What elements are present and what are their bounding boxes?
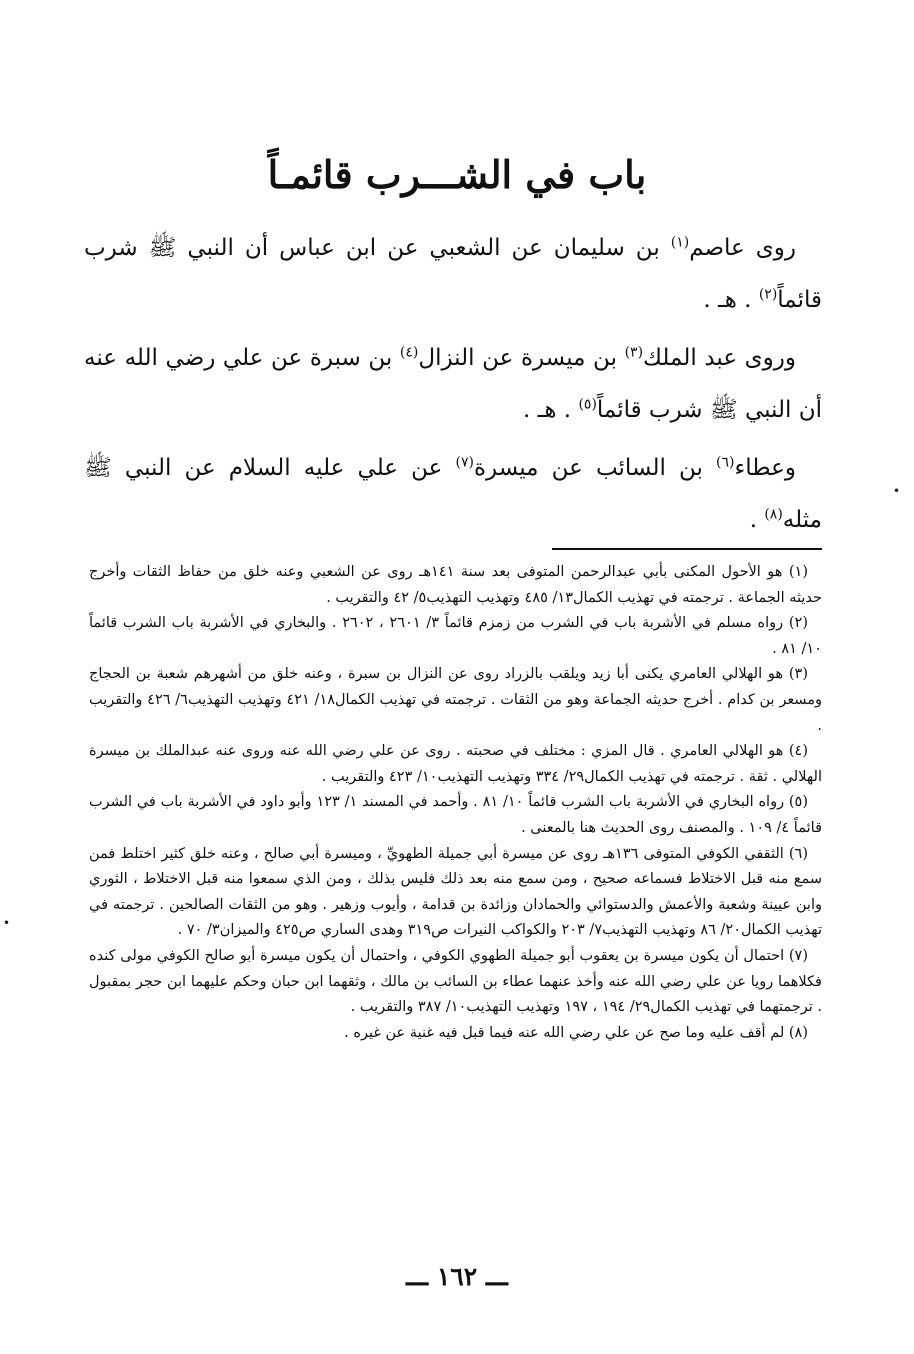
main-paragraph — [84, 332, 822, 436]
main-text — [84, 222, 822, 552]
paragraph-text: بن سبرة عن علي رضي الله عنه أن النبي ﷺ شرب قائماً — [84, 345, 822, 423]
paragraph-text: . — [749, 507, 765, 533]
footnote: (١) هو الأحول المكنى بأبي عبدالرحمن المتوفى بعد سنة ١٤١هـ روى عن الشعبي وعنه خلق من حفاظ الثقات وأخرج حديثه الجماعة . ترجمته في تهذيب الكمال١٣/ ٤٨٥ وتهذيب التهذيب٥/ ٤٢ والتقريب . — [89, 564, 822, 606]
footnote: (٢) رواه مسلم في الأشربة باب في الشرب من زمزم قائماً ٣/ ٢٦٠١ ، ٢٦٠٢ . والبخاري في الأشربة باب الشرب قائماً ١٠/ ٨١ . — [89, 615, 822, 657]
footnote: (٤) هو الهلالي العامري . قال المزي : مختلف في صحبته . روى عن علي رضي الله عنه وروى عنه عبدالملك بن ميسرة الهلالي . ثقة . ترجمته في تهذيب الكمال٢٩/ ٣٣٤ وتهذيب التهذيب١٠/ ٤٢٣ والتقريب . — [89, 743, 822, 785]
footnote-ref: (٥) — [578, 396, 597, 413]
footnote: (٦) الثقفي الكوفي المتوفى ١٣٦هـ روى عن ميسرة أبي جميلة الطهويِّ ، وميسرة أبي صالح ، وعنه خلق كثير اختلط فمن سمع منه قبل الاختلاط فسماعه صحيح ، ومن سمع منه بعد ذلك فليس بذلك ، ومن الذي سمعوا منه قبل الاختلاط ، الثوري وابن عيينة وشعبة والأعمش والدستوائي والحمادان وزائدة بن قدامة ، وأيوب وزهير . وهو من الثقات الصالحين . ترجمته في تهذيب الكمال٢٠/ ٨٦ وتهذيب التهذيب٧/ ٢٠٣ والكواكب النيرات ص٣١٩ وهدى الساري ص٤٢٥ والميزان٣/ ٧٠ . — [89, 845, 822, 939]
paragraph-text: بن ميسرة عن النزال — [418, 345, 625, 371]
footnote: (٣) هو الهلالي العامري يكنى أبا زيد ويلقب بالزراد روى عن النزال بن سبرة ، وعنه خلق من أشهرهم شعبة بن الحجاج ومسعر بن كدام . أخرج حديثه الجماعة وهو من الثقات . ترجمته في تهذيب الكمال١٨/ ٤٢١ وتهذيب التهذيب٦/ ٤٢٦ والتقريب . — [89, 666, 823, 734]
paragraph-text: . هـ . — [523, 397, 579, 423]
paragraph-text: وعطاء — [734, 455, 796, 481]
footnote: (٨) لم أقف عليه وما صح عن علي رضي الله عنه فيما قبل فيه غنية عن غيره . — [344, 1024, 808, 1041]
footnote-divider — [552, 548, 822, 550]
footnote: (٧) احتمال أن يكون ميسرة بن يعقوب أبو جميلة الطهوي الكوفي ، واحتمال أن يكون ميسرة أبو صالح الكوفي مولى كنده فكلاهما رويا عن علي رضي الله عنه وأخذ عنهما عطاء بن السائب بن مالك ، وثقهما ابن حبان وحكم عليهما ابن حجر بمقبول . ترجمتهما في تهذيب الكمال٢٩/ ١٩٤ ، ١٩٧ وتهذيب التهذيب١٠/ ٣٨٧ والتقريب . — [89, 947, 822, 1016]
paragraph-text: روى عاصم — [689, 235, 796, 261]
paragraph-text: بن سليمان عن الشعبي عن ابن عباس أن النبي ﷺ شرب قائماً — [84, 235, 822, 313]
footnote-ref: (٨) — [764, 506, 783, 523]
page-number: ـــ ١٦٢ ـــ — [406, 1262, 508, 1291]
scan-mark-dot: • — [3, 916, 11, 930]
footnote-ref: (٣) — [624, 344, 644, 361]
main-paragraph — [84, 442, 822, 546]
main-paragraph — [84, 222, 822, 326]
paragraph-text: وروى عبد الملك — [643, 345, 796, 371]
paragraph-text: بن السائب عن ميسرة — [473, 455, 716, 481]
footnote-ref: (٦) — [716, 454, 735, 471]
paragraph-text: . هـ . — [703, 287, 759, 313]
scan-mark-dot: • — [893, 484, 901, 498]
footnote-ref: (٢) — [758, 286, 778, 303]
footnote-ref: (٧) — [455, 454, 474, 471]
page-title: باب في الشـــرب قائمـاً — [267, 152, 647, 197]
footnotes — [89, 560, 822, 1046]
footnote-ref: (١) — [670, 234, 690, 251]
paragraph-text: عن علي عليه السلام عن النبي ﷺ مثله — [84, 455, 822, 533]
footnote-ref: (٤) — [399, 344, 419, 361]
footnote: (٥) رواه البخاري في الأشربة باب الشرب قائماً ١٠/ ٨١ . وأحمد في المسند ١/ ١٢٣ وأبو داود في الأشربة باب في الشرب قائماً ٤/ ١٠٩ . والمصنف روى الحديث هنا بالمعنى . — [89, 794, 822, 836]
